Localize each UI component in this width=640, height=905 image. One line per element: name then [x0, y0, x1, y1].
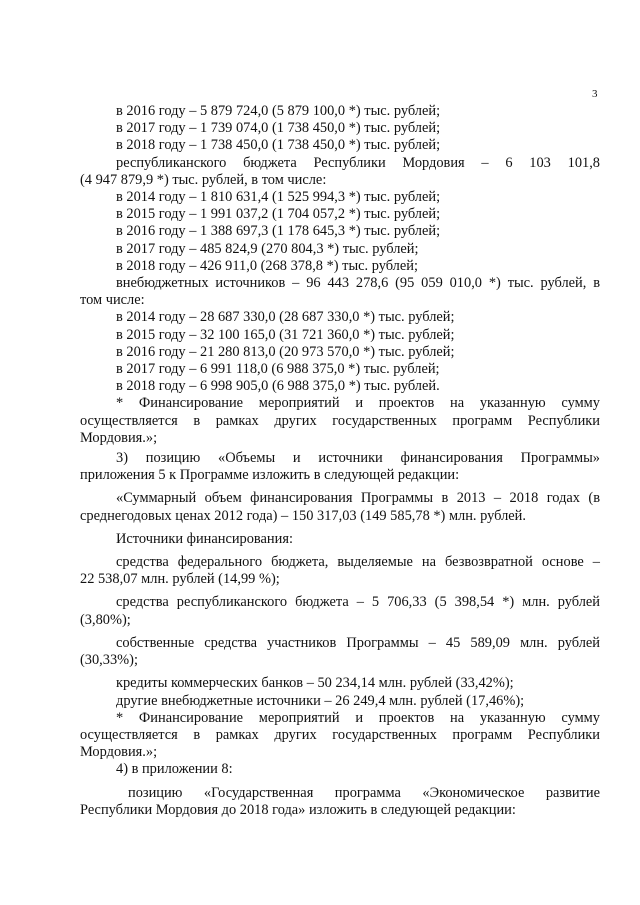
text-line: внебюджетных источников – 96 443 278,6 (95 059 010,0 *) тыс. рублей, в: [116, 275, 600, 292]
text-line: в 2018 году – 426 911,0 (268 378,8 *) тыс. рублей;: [116, 257, 418, 274]
text-line: республиканского бюджета Республики Мордовия – 6 103 101,8: [116, 154, 600, 171]
text-line: в 2016 году – 1 388 697,3 (1 178 645,3 *) тыс. рублей;: [116, 223, 441, 240]
text-line: в 2014 году – 1 810 631,4 (1 525 994,3 *) тыс. рублей;: [116, 189, 441, 206]
text-line: позицию «Государственная программа «Экономическое развитие: [128, 784, 600, 801]
text-line: кредиты коммерческих банков – 50 234,14 млн. рублей (33,42%);: [116, 675, 514, 692]
footnote-line: Мордовия.»;: [80, 744, 158, 761]
text-line: (30,33%);: [80, 652, 138, 669]
text-line: том числе:: [80, 292, 145, 309]
text-line: в 2017 году – 1 739 074,0 (1 738 450,0 *) тыс. рублей;: [116, 120, 441, 137]
text-line: 4) в приложении 8:: [116, 761, 233, 778]
text-line: средства федерального бюджета, выделяемые на безвозвратной основе –: [116, 554, 600, 571]
text-line: в 2015 году – 32 100 165,0 (31 721 360,0 *) тыс. рублей;: [116, 326, 455, 343]
text-line: в 2016 году – 5 879 724,0 (5 879 100,0 *) тыс. рублей;: [116, 103, 441, 119]
text-line: в 2017 году – 6 991 118,0 (6 988 375,0 *) тыс. рублей;: [116, 361, 440, 378]
text-line: (3,80%);: [80, 611, 131, 628]
footnote-line: Мордовия.»;: [80, 429, 158, 446]
text-line: 22 538,07 млн. рублей (14,99 %);: [80, 571, 280, 588]
document-body: [80, 103, 600, 819]
footnote-line: * Финансирование мероприятий и проектов на указанную сумму: [116, 709, 600, 726]
text-line: Источники финансирования:: [116, 530, 293, 547]
text-line: в 2015 году – 1 991 037,2 (1 704 057,2 *) тыс. рублей;: [116, 206, 441, 223]
text-line: средства республиканского бюджета – 5 706,33 (5 398,54 *) млн. рублей: [116, 594, 600, 611]
text-line: в 2018 году – 1 738 450,0 (1 738 450,0 *) тыс. рублей;: [116, 137, 441, 154]
text-line: Республики Мордовия до 2018 года» изложить в следующей редакции:: [80, 801, 516, 818]
text-line: другие внебюджетные источники – 26 249,4 млн. рублей (17,46%);: [116, 692, 525, 709]
text-line: 3) позицию «Объемы и источники финансирования Программы»: [116, 450, 600, 467]
page-number: 3: [592, 88, 598, 100]
footnote-line: * Финансирование мероприятий и проектов на указанную сумму: [116, 395, 600, 412]
text-line: в 2016 году – 21 280 813,0 (20 973 570,0 *) тыс. рублей;: [116, 343, 455, 360]
text-line: «Суммарный объем финансирования Программы в 2013 – 2018 годах (в: [116, 490, 600, 507]
text-line: приложения 5 к Программе изложить в следующей редакции:: [80, 467, 460, 484]
text-line: среднегодовых ценах 2012 года) – 150 317,03 (149 585,78 *) млн. рублей.: [80, 507, 526, 524]
text-line: в 2018 году – 6 998 905,0 (6 988 375,0 *) тыс. рублей.: [116, 378, 440, 395]
text-line: собственные средства участников Программы – 45 589,09 млн. рублей: [116, 634, 600, 651]
footnote-line: осуществляется в рамках других государственных программ Республики: [80, 726, 600, 743]
text-line: в 2017 году – 485 824,9 (270 804,3 *) тыс. рублей;: [116, 240, 419, 257]
footnote-line: осуществляется в рамках других государственных программ Республики: [80, 412, 600, 429]
text-line: (4 947 879,9 *) тыс. рублей, в том числе:: [80, 171, 327, 188]
text-line: в 2014 году – 28 687 330,0 (28 687 330,0 *) тыс. рублей;: [116, 309, 455, 326]
